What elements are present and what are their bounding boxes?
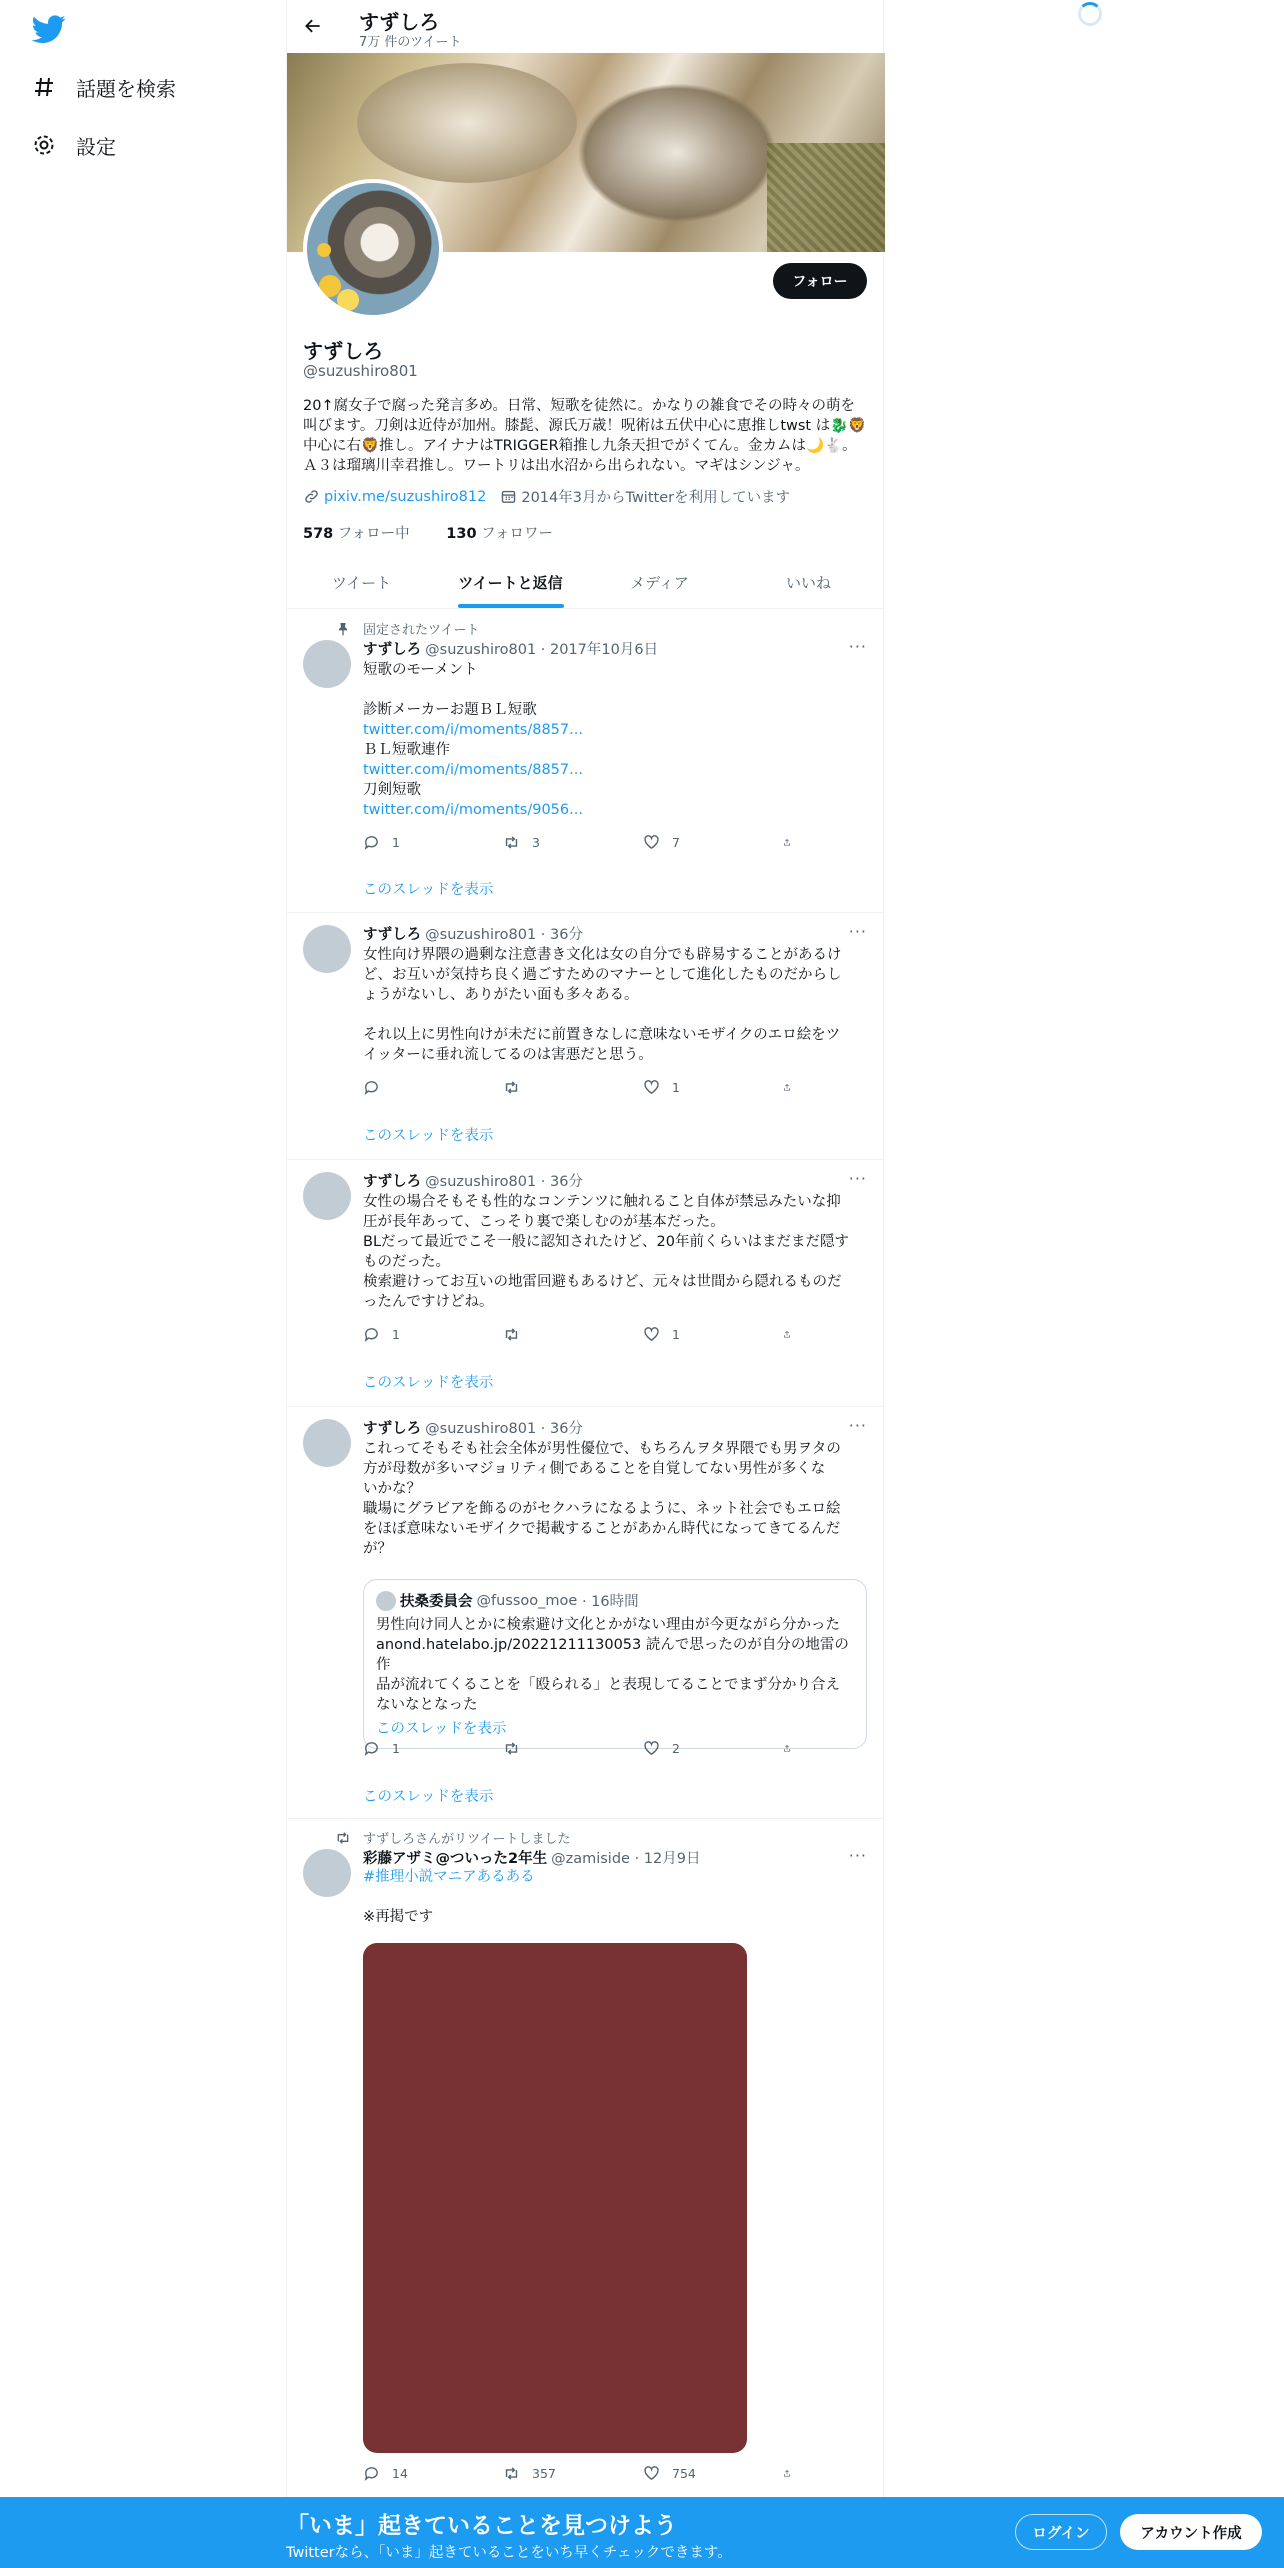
tweet-actions	[363, 1079, 803, 1096]
tweet-line: 職場にグラビアを飾るのがセクハラになるように、ネット社会でもエロ絵	[363, 1501, 841, 1517]
share-icon	[783, 1079, 791, 1096]
retweet-icon	[503, 1079, 520, 1096]
tweet-header	[363, 638, 658, 659]
heart-icon	[643, 834, 660, 851]
share-icon	[783, 1326, 791, 1343]
tweet-author-name[interactable]: 彩藤アザミ@ついった2年生	[363, 1851, 548, 1867]
tweet-line: をほぼ意味ないモザイクで掲載することがあかん時代になってきてるんだ	[363, 1521, 841, 1537]
tweet[interactable]	[287, 1160, 883, 1407]
tweet-link[interactable]: twitter.com/i/moments/8857...	[363, 762, 583, 778]
tweet-author-handle[interactable]: @suzushiro801	[425, 1174, 537, 1190]
tweet-avatar[interactable]	[303, 640, 351, 688]
tweet-time[interactable]: · 36分	[540, 1421, 583, 1437]
tweet-text	[363, 1867, 867, 1927]
profile-tabs	[287, 556, 883, 609]
tweet-media-image[interactable]	[363, 1943, 747, 2453]
profile-bio: 20↑腐女子で腐った発言多め。日常、短歌を徒然に。かなりの雑食でその時々の萌を叫びます。刀剣は近侍が加州。膝髭、源氏万歳！呪術は五伏中心に恵推しtwst は🐉🦁中心に右🦁推し。アイナナはTRIGGER箱推し九条天担でがくてん。金カムは🌙🐇。Ａ３は瑠璃川幸君推し。ワートリは出水沼から出られない。マギはシンジャ。	[303, 398, 867, 474]
tweet[interactable]	[287, 913, 883, 1160]
tweet-line	[363, 680, 867, 700]
tweet-line: それ以上に男性向けが未だに前置きなしに意味ないモザイクのエロ絵をツ	[363, 1027, 841, 1043]
more-icon[interactable]: ···	[848, 922, 867, 941]
header-tweet-count: 7万 件のツイート	[359, 35, 462, 50]
tweet-line: いかな？	[363, 1481, 421, 1497]
reply-icon	[363, 834, 380, 851]
like-button[interactable]	[643, 1079, 753, 1096]
like-count: 1	[672, 1327, 680, 1342]
followers-link[interactable]	[446, 526, 569, 542]
tweet-author-handle[interactable]: @suzushiro801	[425, 1421, 537, 1437]
retweet-button[interactable]	[503, 2465, 613, 2482]
like-count: 2	[672, 1741, 680, 1756]
reply-count: 1	[392, 1327, 400, 1342]
tweet-line: ＢＬ短歌連作	[363, 742, 450, 758]
nav-settings[interactable]	[32, 125, 116, 165]
quoted-author-handle: @fussoo_moe	[476, 1592, 578, 1609]
loading-spinner-icon	[1078, 2, 1102, 26]
reply-button[interactable]	[363, 1326, 473, 1343]
retweet-button[interactable]	[503, 1740, 613, 1757]
reply-icon	[363, 1079, 380, 1096]
tweet-with-quote[interactable]	[287, 1407, 883, 1819]
tweet-actions	[363, 2465, 803, 2482]
tweet-actions	[363, 1326, 803, 1343]
more-icon[interactable]: ···	[848, 1169, 867, 1188]
nav-explore-label: 話題を検索	[76, 76, 176, 101]
profile-meta	[303, 486, 790, 507]
tweet-context-text: 固定されたツイート	[363, 623, 480, 638]
quoted-avatar	[376, 1591, 396, 1611]
tweet-header	[363, 1847, 700, 1868]
tweet-text	[363, 945, 867, 1065]
tweet-line: 圧が長年あって、こっそり裏で楽しむのが基本だった。	[363, 1214, 725, 1230]
arrow-left-icon	[303, 16, 323, 36]
share-icon	[783, 1740, 791, 1757]
quoted-show-thread-link[interactable]: このスレッドを表示	[376, 1721, 507, 1737]
tweet-header	[363, 1170, 583, 1191]
tweet-author-handle[interactable]: @suzushiro801	[425, 927, 537, 943]
signup-banner	[0, 2497, 1284, 2568]
show-thread-link[interactable]: このスレッドを表示	[363, 1789, 494, 1805]
tweet-header	[363, 923, 583, 944]
tweet-line: 検索避けってお互いの地雷回避もあるけど、元々は世間から隠れるものだ	[363, 1274, 842, 1290]
profile-handle: @suzushiro801	[303, 362, 418, 380]
tweet-author-name[interactable]: すずしろ	[363, 642, 422, 658]
tweet-avatar[interactable]	[303, 1849, 351, 1897]
tab-tweets[interactable]: ツイート	[331, 573, 392, 592]
following-count: 578	[303, 526, 334, 542]
tweet-context	[363, 619, 479, 638]
share-button[interactable]	[783, 834, 803, 851]
retweet-button[interactable]	[503, 1079, 613, 1096]
tweet-author-handle[interactable]: @suzushiro801	[425, 642, 537, 658]
quoted-tweet-header	[376, 1590, 854, 1611]
follow-button[interactable]: フォロー	[773, 263, 867, 299]
tweet-avatar[interactable]	[303, 1419, 351, 1467]
retweet-icon	[503, 2465, 520, 2482]
back-button[interactable]	[299, 12, 327, 40]
profile-column	[286, 0, 884, 2568]
hashtag-link[interactable]: #推理小説マニアあるある	[363, 1869, 535, 1885]
hashtag-icon	[32, 75, 56, 99]
profile-header	[287, 0, 883, 52]
reply-count: 1	[392, 1741, 400, 1756]
share-button[interactable]	[783, 2465, 803, 2482]
more-icon[interactable]: ···	[848, 1416, 867, 1435]
tweet-line: ※再掲です	[363, 1909, 434, 1925]
share-button[interactable]	[783, 1079, 803, 1096]
like-count: 1	[672, 1080, 680, 1095]
tweet-author-handle[interactable]: @zamiside	[551, 1851, 630, 1867]
like-count: 7	[672, 835, 680, 850]
quoted-line: 品が流れてくることを「殴られる」と表現してることでまず分かり合え	[376, 1677, 840, 1693]
tweet-text	[363, 1439, 867, 1559]
share-button[interactable]	[783, 1326, 803, 1343]
like-button[interactable]	[643, 834, 753, 851]
followers-label: フォロワー	[481, 526, 553, 542]
tweet-avatar[interactable]	[303, 925, 351, 973]
retweet-icon	[503, 834, 520, 851]
tweet-line: ったんですけどね。	[363, 1294, 494, 1310]
like-button[interactable]	[643, 1740, 753, 1757]
quoted-author-name: 扶桑委員会	[400, 1594, 473, 1610]
follow-stats	[303, 522, 585, 543]
retweet-count: 357	[532, 2466, 556, 2481]
header-name: すずしろ	[359, 10, 440, 34]
profile-name: すずしろ	[303, 339, 384, 363]
tweet-header	[363, 1417, 583, 1438]
tweet-line: ものだった。	[363, 1254, 450, 1270]
signup-banner-title: 「いま」起きていることを見つけよう	[286, 2513, 677, 2539]
tweet-pinned[interactable]	[287, 610, 883, 913]
tweet-text	[363, 660, 867, 820]
tweet-line: 方が母数が多いマジョリティ側であることを自覚してない男性が多くな	[363, 1461, 826, 1477]
reply-count: 1	[392, 835, 400, 850]
tweet-actions	[363, 834, 803, 851]
heart-icon	[643, 1079, 660, 1096]
like-button[interactable]	[643, 1326, 753, 1343]
show-thread-link[interactable]: このスレッドを表示	[363, 882, 494, 898]
retweet-count: 3	[532, 835, 540, 850]
tweet-line	[363, 1887, 867, 1907]
login-button[interactable]: ログイン	[1015, 2514, 1107, 2550]
calendar-icon	[500, 488, 517, 505]
tweet-avatar[interactable]	[303, 1172, 351, 1220]
tweet-line: 短歌のモーメント	[363, 662, 478, 678]
tweet-line: 診断メーカーお題ＢＬ短歌	[363, 702, 537, 718]
tweet-link[interactable]: twitter.com/i/moments/9056...	[363, 802, 583, 818]
reply-count: 14	[392, 2466, 408, 2481]
tweet-time[interactable]: · 2017年10月6日	[540, 642, 659, 658]
signup-banner-subtitle: Twitterなら、「いま」起きていることをいち早くチェックできます。	[286, 2545, 732, 2561]
nav-explore[interactable]	[32, 67, 176, 107]
following-link[interactable]	[303, 526, 426, 542]
more-icon[interactable]: ···	[848, 1846, 867, 1865]
twitter-logo-icon[interactable]	[32, 12, 66, 46]
tweet-line: BLだって最近でこそ一般に認知されたけど、20年前くらいはまだまだ隠す	[363, 1234, 849, 1250]
tweet-line: が？	[363, 1541, 392, 1557]
tweet-line	[363, 1005, 867, 1025]
retweet-icon	[503, 1326, 520, 1343]
profile-link[interactable]: pixiv.me/suzushiro812	[324, 488, 487, 505]
retweet-button[interactable]	[503, 834, 613, 851]
nav-settings-label: 設定	[76, 134, 116, 159]
tweet-line: 女性の場合そもそも性的なコンテンツに触れること自体が禁忌みたいな抑	[363, 1194, 841, 1210]
tweet-text	[363, 1192, 867, 1312]
reply-button[interactable]	[363, 1079, 473, 1096]
tweet-line: ど、お互いが気持ち良く過ごすためのマナーとして進化したものだからし	[363, 967, 842, 983]
show-thread-link[interactable]: このスレッドを表示	[363, 1128, 494, 1144]
tweet-time[interactable]: · 36分	[540, 927, 583, 943]
reply-icon	[363, 2465, 380, 2482]
tweet-context	[363, 1828, 570, 1847]
share-button[interactable]	[783, 1740, 803, 1757]
tweet-line: イッターに垂れ流してるのは害悪だと思う。	[363, 1047, 653, 1063]
tweet-author-name[interactable]: すずしろ	[363, 1421, 422, 1437]
followers-count: 130	[446, 526, 477, 542]
gear-icon	[32, 133, 56, 157]
tweet-author-name[interactable]: すずしろ	[363, 1174, 422, 1190]
tweet-actions	[363, 1740, 803, 1757]
link-icon	[303, 488, 320, 505]
pin-icon	[335, 621, 351, 637]
tweet-line: 女性向け界隈の過剰な注意書き文化は女の自分でも辟易することがあるけ	[363, 947, 842, 963]
tweet-retweeted[interactable]	[287, 1819, 883, 2499]
tweet-line: ょうがないし、ありがたい面も多々ある。	[363, 987, 639, 1003]
tab-likes[interactable]: いいね	[785, 573, 831, 592]
quoted-line: anond.hatelabo.jp/20221211130053 読んで思ったのが自分の地雷の作	[376, 1637, 849, 1673]
like-button[interactable]	[643, 2465, 753, 2482]
quoted-time: · 16時間	[581, 1594, 639, 1610]
reply-button[interactable]	[363, 2465, 473, 2482]
more-icon[interactable]: ···	[848, 637, 867, 656]
profile-avatar[interactable]	[303, 179, 443, 319]
tab-media[interactable]: メディア	[630, 573, 689, 592]
tab-tweets-and-replies[interactable]: ツイートと返信	[436, 556, 585, 608]
quoted-line: 男性向け同人とかに検索避け文化とかがない理由が今更ながら分かった	[376, 1617, 840, 1633]
share-icon	[783, 834, 791, 851]
tweet-line: 刀剣短歌	[363, 782, 421, 798]
quoted-line: ないなとなった	[376, 1697, 478, 1713]
tweet-context-text: すずしろさんがリツイートしました	[363, 1832, 571, 1847]
following-label: フォロー中	[337, 526, 410, 542]
share-icon	[783, 2465, 791, 2482]
reply-button[interactable]	[363, 1740, 473, 1757]
tweet-line: これってそもそも社会全体が男性優位で、もちろんヲタ界隈でも男ヲタの	[363, 1441, 841, 1457]
retweet-icon	[503, 1740, 520, 1757]
quoted-text	[376, 1615, 854, 1715]
reply-icon	[363, 1326, 380, 1343]
reply-button[interactable]	[363, 834, 473, 851]
show-thread-link[interactable]: このスレッドを表示	[363, 1375, 494, 1391]
signup-button[interactable]: アカウント作成	[1120, 2514, 1262, 2550]
quoted-tweet[interactable]	[363, 1579, 867, 1749]
tweet-link[interactable]: twitter.com/i/moments/8857...	[363, 722, 583, 738]
like-count: 754	[672, 2466, 696, 2481]
retweet-icon	[335, 1830, 351, 1846]
tweet-time[interactable]: · 36分	[540, 1174, 583, 1190]
tweet-author-name[interactable]: すずしろ	[363, 927, 422, 943]
retweet-button[interactable]	[503, 1326, 613, 1343]
heart-icon	[643, 1740, 660, 1757]
reply-icon	[363, 1740, 380, 1757]
tweet-time[interactable]: · 12月9日	[634, 1851, 701, 1867]
heart-icon	[643, 1326, 660, 1343]
heart-icon	[643, 2465, 660, 2482]
profile-joined: 2014年3月からTwitterを利用しています	[521, 490, 791, 506]
